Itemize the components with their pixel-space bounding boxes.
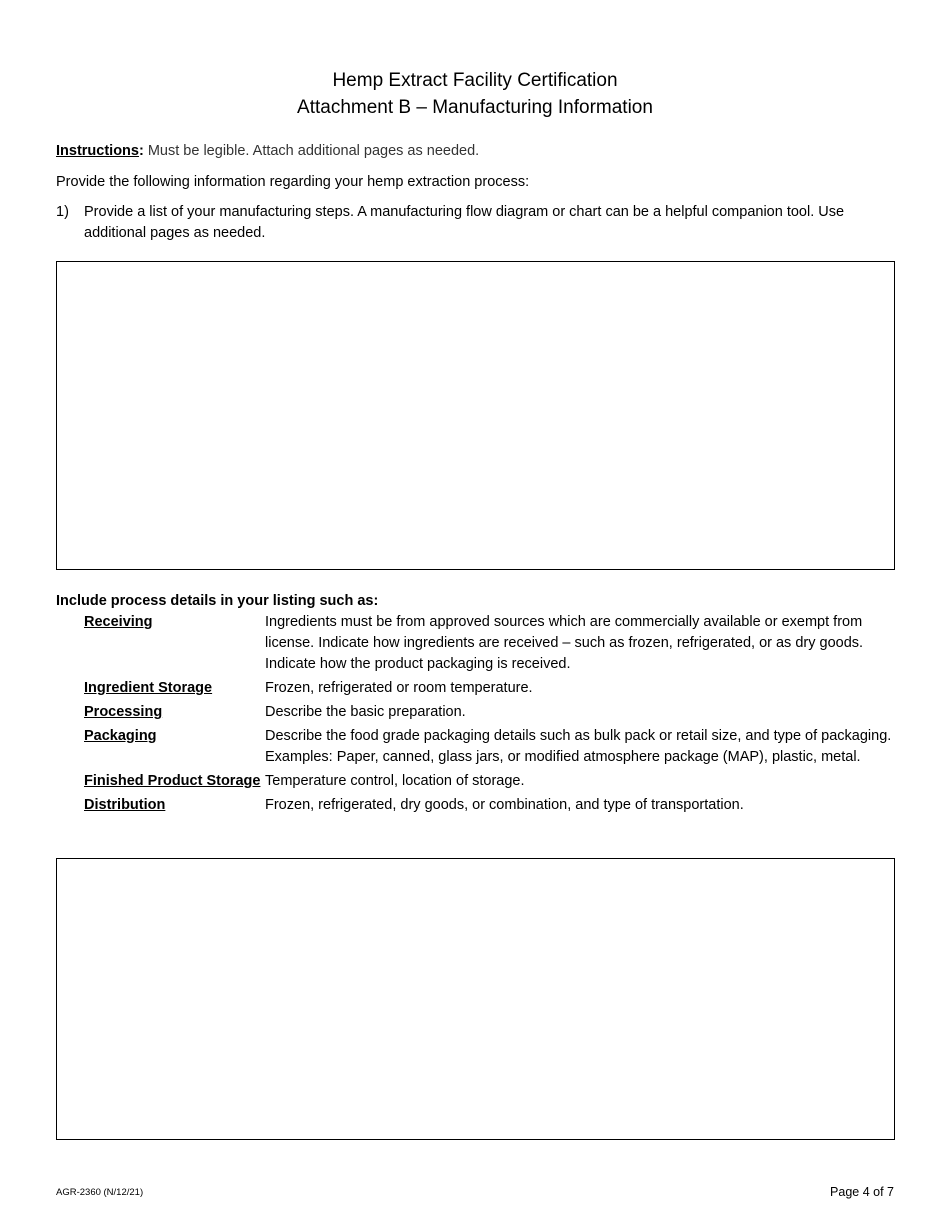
page-number: Page 4 of 7 [830, 1185, 894, 1199]
detail-description: Ingredients must be from approved sources which are commercially available or exempt from license. Indicate how ingredients are received – such as frozen, refrigerated, or as dry goods. Indicate how the product packaging is received. [265, 614, 864, 672]
detail-row-finished-product-storage [84, 771, 896, 792]
detail-row-processing [84, 702, 896, 723]
question-1 [56, 202, 896, 244]
process-details-heading: Include process details in your listing such as: [56, 593, 379, 609]
detail-description: Describe the basic preparation. [265, 704, 466, 720]
instructions [56, 142, 479, 161]
detail-term: Finished Product Storage [84, 773, 261, 789]
intro-text: Provide the following information regarding your hemp extraction process: [56, 174, 530, 190]
detail-row-ingredient-storage [84, 678, 896, 699]
manufacturing-steps-input-box[interactable] [56, 261, 895, 570]
detail-term: Processing [84, 704, 163, 720]
question-number: 1) [56, 204, 69, 220]
instructions-label: Instructions [56, 143, 139, 159]
question-text: Provide a list of your manufacturing steps. A manufacturing flow diagram or chart can be a helpful companion tool. Use additional pages as needed. [84, 204, 845, 241]
detail-description: Frozen, refrigerated, dry goods, or combination, and type of transportation. [265, 797, 744, 813]
instructions-colon: : [138, 143, 144, 159]
process-details-list [84, 612, 896, 819]
process-details-input-box[interactable] [56, 858, 895, 1140]
detail-description: Temperature control, location of storage. [265, 773, 525, 789]
detail-row-receiving [84, 612, 896, 675]
form-number: AGR-2360 (N/12/21) [56, 1187, 144, 1198]
form-title: Hemp Extract Facility Certification [332, 70, 618, 91]
detail-term: Receiving [84, 614, 153, 630]
detail-description: Describe the food grade packaging details such as bulk pack or retail size, and type of packaging. Examples: Paper, canned, glass jars, or modified atmosphere package (MAP), plastic, metal. [265, 728, 892, 765]
detail-term: Packaging [84, 728, 157, 744]
detail-term: Distribution [84, 797, 166, 813]
detail-row-distribution [84, 795, 896, 816]
detail-term: Ingredient Storage [84, 680, 213, 696]
form-subtitle: Attachment B – Manufacturing Information [297, 97, 653, 118]
instructions-text: Must be legible. Attach additional pages as needed. [143, 143, 480, 159]
detail-description: Frozen, refrigerated or room temperature. [265, 680, 533, 696]
detail-row-packaging [84, 726, 896, 768]
